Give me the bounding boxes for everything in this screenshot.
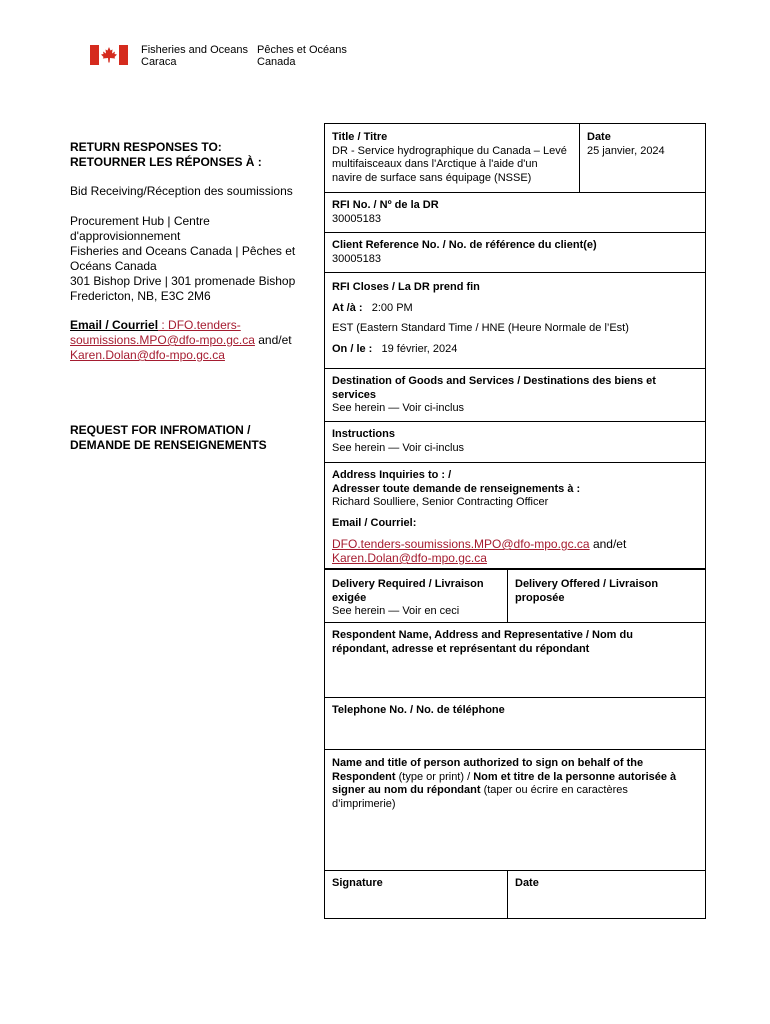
inquiries-cell [325,463,707,571]
authorized-label-line: Name and title of person authorized to sign on behalf of the [332,757,644,769]
signature-date-label: Date [515,877,539,889]
form-email-label: Email / Courriel: [332,516,417,529]
authorized-label-part: Nom et titre de la personne autorisée à [473,770,677,783]
rfi-document-title [70,423,310,453]
at-label: At /à : [332,301,363,314]
rfi-form [324,123,706,919]
date-value: 25 janvier, 2024 [587,144,665,157]
rfi-closes-label: RFI Closes / La DR prend fin [332,281,480,293]
return-responses-title [70,140,310,170]
return-title-en: RETURN RESPONSES TO: [70,140,222,154]
authorized-person-cell[interactable] [325,751,707,863]
delivery-required-label-line: exigée [332,591,367,604]
department-fr-line-1: Pêches et Océans [257,44,347,56]
signature-cell[interactable] [325,871,507,919]
rfi-title-line-2: DEMANDE DE RENSEIGNEMENTS [70,438,267,452]
rfi-number-value: 30005183 [332,212,381,225]
destination-cell [325,369,707,422]
at-value: 2:00 PM [371,301,413,314]
delivery-offered-cell[interactable] [508,572,706,611]
address-line: 301 Bishop Drive | 301 promenade Bishop [70,274,296,288]
department-en-line-1: Fisheries and Oceans [141,44,248,56]
respondent-box [324,569,706,919]
department-name-en [141,44,248,68]
date-cell [580,125,706,164]
delivery-required-cell [325,572,507,625]
return-title-fr: RETOURNER LES RÉPONSES À : [70,155,262,169]
rfi-title-line-1: REQUEST FOR INFROMATION / [70,423,251,437]
respondent-label-line: répondant, adresse et représentant du répondant [332,642,590,655]
client-reference-cell [325,233,604,272]
email-link-1-continued[interactable]: soumissions.MPO@dfo-mpo.gc.ca [70,333,255,347]
email-colon: : [158,318,169,332]
title-value-line: navire de surface sans équipage (NSSE) [332,171,532,184]
address-line: d'approvisionnement [70,229,181,243]
authorized-label-part: signer au nom du répondant [332,784,481,796]
form-and-et: and/et [589,537,627,551]
instructions-value: See herein — Voir ci-inclus [332,441,465,454]
inquiries-contact: Richard Soulliere, Senior Contracting Officer [332,496,549,508]
authorized-label-part: (taper ou écrire en caractères [480,784,628,796]
address-line: Procurement Hub | Centre [70,214,210,228]
client-reference-value: 30005183 [332,252,381,265]
delivery-required-value: See herein — Voir en ceci [332,605,460,617]
rfi-number-label: RFI No. / Nº de la DR [332,199,439,211]
destination-value: See herein — Voir ci-inclus [332,402,465,414]
on-label: On / le : [332,342,373,355]
title-label: Title / Titre [332,131,388,143]
telephone-cell[interactable] [325,698,707,746]
and-et-text: and/et [254,333,292,347]
destination-label-line: services [332,388,377,401]
title-value-line: DR - Service hydrographique du Canada – Levé [332,144,567,157]
instructions-cell [325,422,471,461]
address-line: Fisheries and Oceans Canada | Pêches et [70,244,296,258]
bid-receiving: Bid Receiving/Réception des soumissions [70,184,293,198]
on-value: 19 février, 2024 [381,342,458,355]
authorized-label-line: d’imprimerie) [332,797,396,810]
procurement-address [70,214,310,304]
form-email-link-2[interactable]: Karen.Dolan@dfo-mpo.gc.ca [332,551,487,565]
email-label: Email / Courriel [70,318,159,332]
rfi-number-cell [325,193,446,232]
telephone-label: Telephone No. / No. de téléphone [332,704,505,716]
inquiries-label-line: Address Inquiries to : / [332,469,452,481]
delivery-required-label-line: Delivery Required / Livraison [332,578,484,590]
address-line: Océans Canada [70,259,157,273]
department-en-line-2: Caraca [141,56,177,68]
inquiries-label-line: Adresser toute demande de renseignements à : [332,482,581,495]
delivery-offered-label-line: Delivery Offered / Livraison [515,578,659,590]
address-line: Fredericton, NB, E3C 2M6 [70,289,211,303]
email-link-2[interactable]: Karen.Dolan@dfo-mpo.gc.ca [70,348,225,362]
authorized-label-part: Respondent [332,770,396,783]
signature-date-cell[interactable] [508,871,706,919]
respondent-cell[interactable] [325,623,707,695]
title-value-line: multifaisceaux dans l'Arctique à l'aide d'un [332,158,538,170]
respondent-label-line: Respondent Name, Address and Representative / Nom du [332,629,633,641]
department-name-fr [257,44,347,68]
title-cell [325,125,579,191]
canada-flag-icon [90,45,128,65]
rfi-details-box [324,123,706,569]
timezone-text: EST (Eastern Standard Time / HNE (Heure Normale de l’Est) [332,322,629,334]
delivery-offered-label-line: proposée [515,591,565,604]
department-fr-line-2: Canada [257,56,296,68]
authorized-label-part: (type or print) / [395,770,474,783]
form-email-link-1[interactable]: DFO.tenders-soumissions.MPO@dfo-mpo.gc.ca [332,537,590,551]
destination-label-line: Destination of Goods and Services / Destinations des biens et [332,375,656,387]
contact-emails [70,318,310,363]
instructions-label: Instructions [332,428,395,440]
client-reference-label: Client Reference No. / No. de référence du client(e) [332,239,597,251]
email-link-1[interactable]: DFO.tenders- [168,318,241,332]
date-label: Date [587,131,611,143]
rfi-closes-cell [325,275,707,362]
signature-label: Signature [332,877,383,889]
